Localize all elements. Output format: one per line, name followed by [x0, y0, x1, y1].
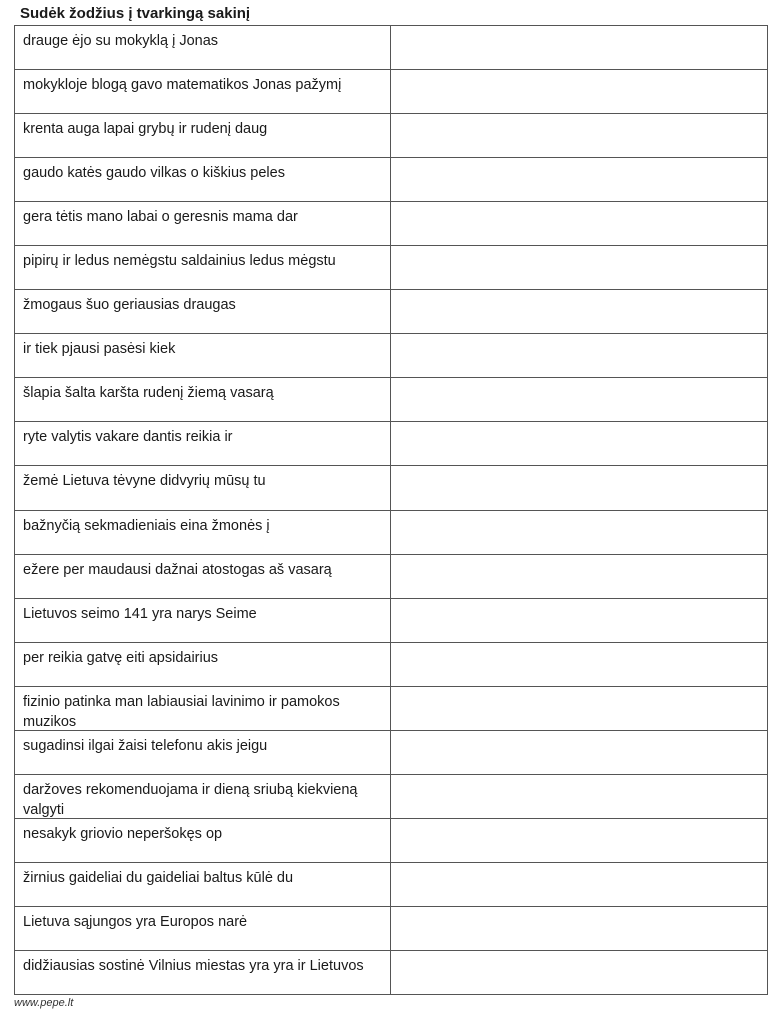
answer-cell[interactable]: [391, 643, 767, 686]
table-row: [15, 158, 767, 202]
answer-cell[interactable]: [391, 378, 767, 421]
scrambled-sentence: ryte valytis vakare dantis reikia ir: [15, 422, 391, 465]
table-row: [15, 70, 767, 114]
scrambled-sentence: ežere per maudausi dažnai atostogas aš vasarą: [15, 555, 391, 598]
answer-cell[interactable]: [391, 246, 767, 289]
table-row: [15, 26, 767, 70]
answer-cell[interactable]: [391, 687, 767, 730]
answer-cell[interactable]: [391, 599, 767, 642]
scrambled-sentence: sugadinsi ilgai žaisi telefonu akis jeigu: [15, 731, 391, 774]
answer-cell[interactable]: [391, 114, 767, 157]
scrambled-sentence: krenta auga lapai grybų ir rudenį daug: [15, 114, 391, 157]
table-row: [15, 555, 767, 599]
table-row: [15, 511, 767, 555]
scrambled-sentence: pipirų ir ledus nemėgstu saldainius ledus mėgstu: [15, 246, 391, 289]
table-row: [15, 951, 767, 994]
scrambled-sentence: drauge ėjo su mokyklą į Jonas: [15, 26, 391, 69]
answer-cell[interactable]: [391, 951, 767, 994]
scrambled-sentence: žmogaus šuo geriausias draugas: [15, 290, 391, 333]
table-row: [15, 775, 767, 819]
table-row: [15, 731, 767, 775]
answer-cell[interactable]: [391, 26, 767, 69]
answer-cell[interactable]: [391, 290, 767, 333]
table-row: [15, 863, 767, 907]
scrambled-sentence: gera tėtis mano labai o geresnis mama dar: [15, 202, 391, 245]
answer-cell[interactable]: [391, 422, 767, 465]
answer-cell[interactable]: [391, 731, 767, 774]
table-row: [15, 599, 767, 643]
answer-cell[interactable]: [391, 70, 767, 113]
scrambled-sentence: šlapia šalta karšta rudenį žiemą vasarą: [15, 378, 391, 421]
scrambled-sentence: bažnyčią sekmadieniais eina žmonės į: [15, 511, 391, 554]
table-row: [15, 378, 767, 422]
scrambled-sentence: mokykloje blogą gavo matematikos Jonas pažymį: [15, 70, 391, 113]
scrambled-sentence: Lietuvos seimo 141 yra narys Seime: [15, 599, 391, 642]
answer-cell[interactable]: [391, 511, 767, 554]
answer-cell[interactable]: [391, 202, 767, 245]
answer-cell[interactable]: [391, 466, 767, 509]
table-row: [15, 114, 767, 158]
table-row: [15, 907, 767, 951]
scrambled-sentence: per reikia gatvę eiti apsidairius: [15, 643, 391, 686]
answer-cell[interactable]: [391, 819, 767, 862]
table-row: [15, 643, 767, 687]
scrambled-sentence: žirnius gaideliai du gaideliai baltus kūlė du: [15, 863, 391, 906]
answer-cell[interactable]: [391, 555, 767, 598]
answer-cell[interactable]: [391, 863, 767, 906]
table-row: [15, 246, 767, 290]
table-row: [15, 819, 767, 863]
site-watermark: www.pepe.lt: [14, 997, 74, 1009]
table-row: [15, 422, 767, 466]
worksheet-title: Sudėk žodžius į tvarkingą sakinį: [20, 5, 251, 22]
table-row: [15, 334, 767, 378]
answer-cell[interactable]: [391, 907, 767, 950]
answer-cell[interactable]: [391, 775, 767, 818]
answer-cell[interactable]: [391, 158, 767, 201]
scrambled-sentence: fizinio patinka man labiausiai lavinimo ir pamokos muzikos: [15, 687, 391, 730]
scrambled-sentence: žemė Lietuva tėvyne didvyrių mūsų tu: [15, 466, 391, 509]
table-row: [15, 466, 767, 510]
answer-cell[interactable]: [391, 334, 767, 377]
table-row: [15, 290, 767, 334]
scrambled-sentence: didžiausias sostinė Vilnius miestas yra yra ir Lietuvos: [15, 951, 391, 994]
scrambled-sentence: ir tiek pjausi pasėsi kiek: [15, 334, 391, 377]
scrambled-sentence: daržoves rekomenduojama ir dieną sriubą kiekvieną valgyti: [15, 775, 391, 818]
table-row: [15, 202, 767, 246]
scrambled-sentence: Lietuva sąjungos yra Europos narė: [15, 907, 391, 950]
scrambled-sentence: gaudo katės gaudo vilkas o kiškius peles: [15, 158, 391, 201]
table-row: [15, 687, 767, 731]
sentence-table: [14, 25, 768, 995]
scrambled-sentence: nesakyk griovio neperšokęs op: [15, 819, 391, 862]
